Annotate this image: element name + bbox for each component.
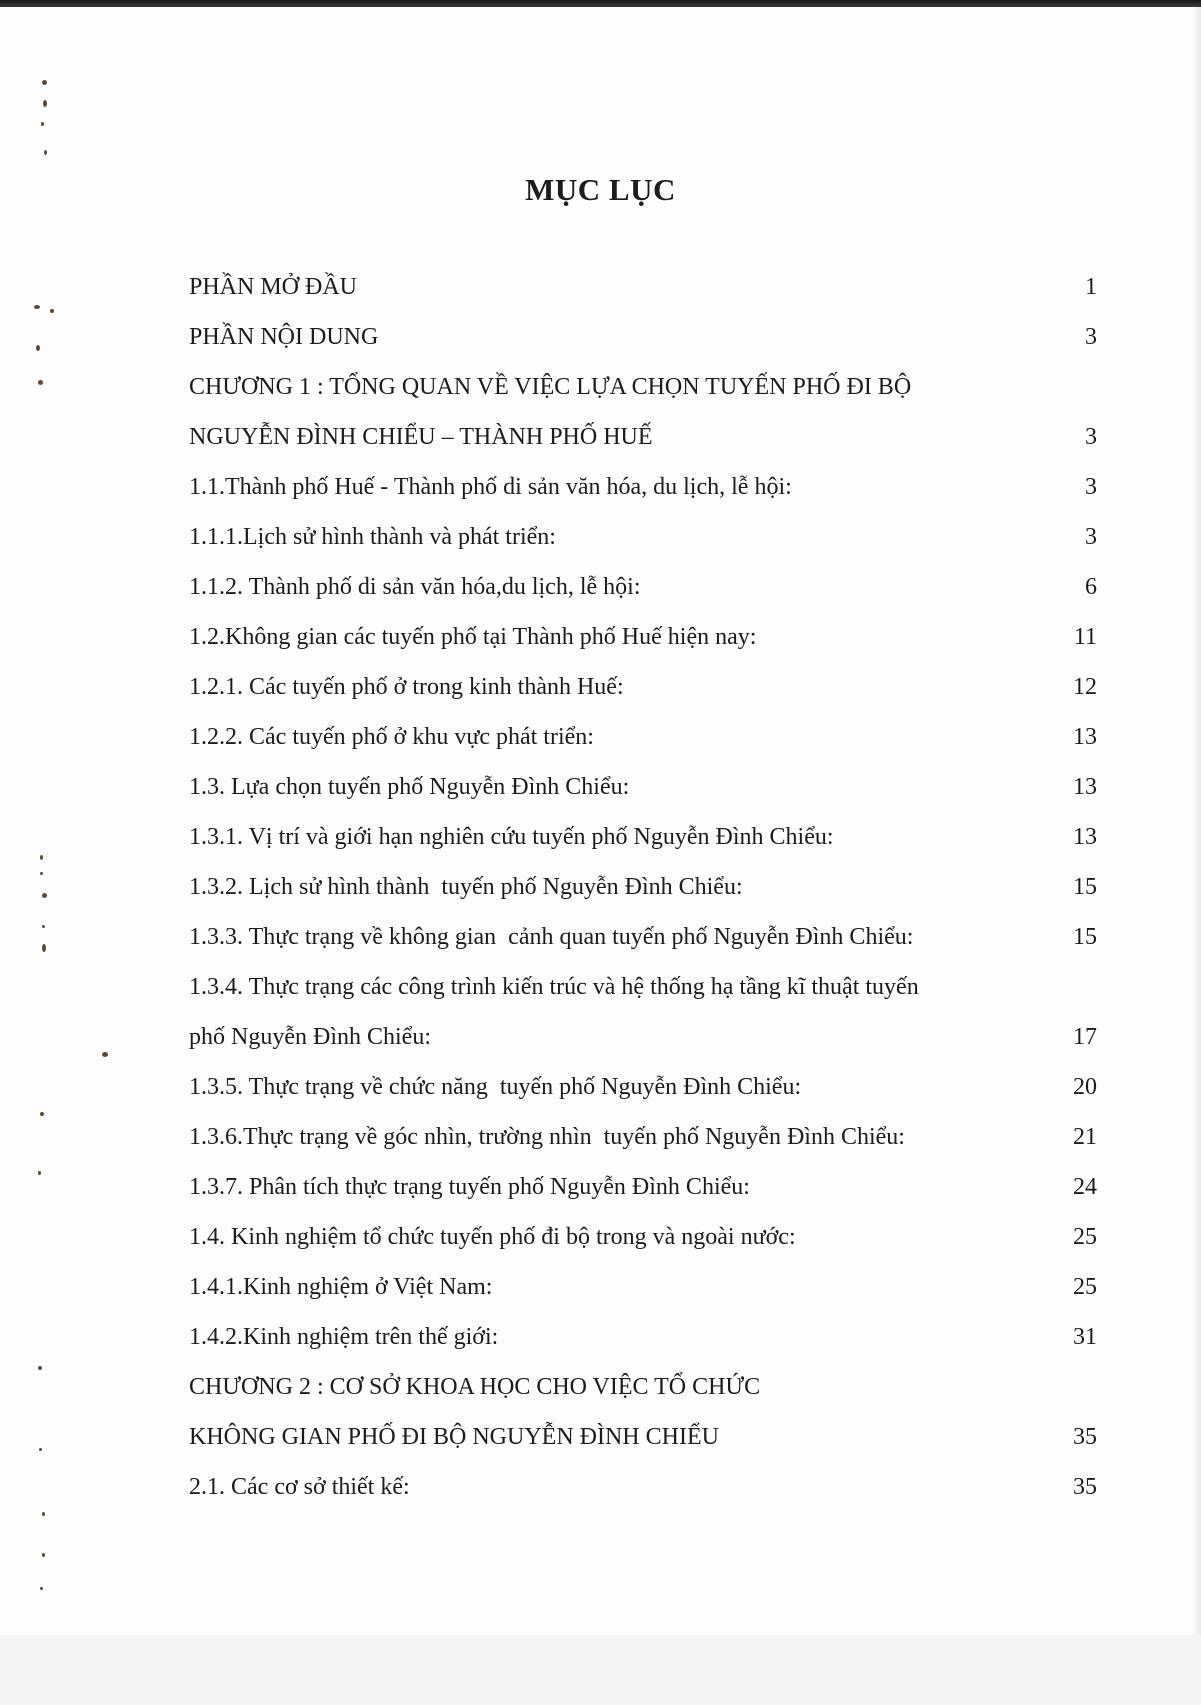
toc-title: MỤC LỤC bbox=[525, 172, 676, 207]
toc-entry bbox=[189, 374, 1097, 474]
toc-entry-text: 2.1. Các cơ sở thiết kế: bbox=[189, 1474, 410, 1500]
toc-entry-text: 1.3.3. Thực trạng về không gian cảnh quan tuyến phố Nguyễn Đình Chiểu: bbox=[189, 924, 914, 950]
toc-entry-text: 1.3. Lựa chọn tuyến phố Nguyễn Đình Chiểu: bbox=[189, 774, 630, 800]
toc-entry bbox=[189, 1124, 1097, 1174]
toc-entry-text: 1.4. Kinh nghiệm tổ chức tuyến phố đi bộ trong và ngoài nước: bbox=[189, 1224, 796, 1250]
toc-entry bbox=[189, 824, 1097, 874]
toc-entry-text: 1.3.7. Phân tích thực trạng tuyến phố Nguyễn Đình Chiểu: bbox=[189, 1174, 750, 1200]
scan-top-edge bbox=[0, 0, 1201, 7]
toc-entry bbox=[189, 724, 1097, 774]
toc-entry bbox=[189, 1324, 1097, 1374]
toc-entry bbox=[189, 624, 1097, 674]
toc-page-number: 3 bbox=[1085, 424, 1097, 450]
toc-entry-text: 1.1.2. Thành phố di sản văn hóa,du lịch, lễ hội: bbox=[189, 574, 641, 600]
toc-entry bbox=[189, 1274, 1097, 1324]
toc-page-number: 35 bbox=[1073, 1474, 1097, 1500]
toc-page-number: 6 bbox=[1085, 574, 1097, 600]
toc-entry bbox=[189, 774, 1097, 824]
toc-page-number: 11 bbox=[1073, 624, 1097, 650]
toc-entry bbox=[189, 1074, 1097, 1124]
toc-entry-text: 1.2.1. Các tuyến phố ở trong kinh thành Huế: bbox=[189, 674, 624, 700]
toc-entry bbox=[189, 874, 1097, 924]
toc-entry-text: 1.3.2. Lịch sử hình thành tuyến phố Nguyễn Đình Chiểu: bbox=[189, 874, 743, 900]
toc-entry-text: 1.3.4. Thực trạng các công trình kiến trúc và hệ thống hạ tầng kĩ thuật tuyến bbox=[189, 974, 919, 1000]
toc-page-number: 31 bbox=[1073, 1324, 1097, 1350]
toc-entry bbox=[189, 574, 1097, 624]
scan-bottom-edge bbox=[0, 1635, 1201, 1705]
toc-page-number: 20 bbox=[1073, 1074, 1097, 1100]
toc-entry-text: 1.3.6.Thực trạng về góc nhìn, trường nhìn tuyến phố Nguyễn Đình Chiểu: bbox=[189, 1124, 905, 1150]
toc-entry-text: 1.2.2. Các tuyến phố ở khu vực phát triển: bbox=[189, 724, 594, 750]
toc-page-number: 3 bbox=[1085, 474, 1097, 500]
toc-entry-text: phố Nguyễn Đình Chiểu: bbox=[189, 1024, 431, 1050]
toc-page-number: 15 bbox=[1073, 874, 1097, 900]
toc-entry bbox=[189, 1224, 1097, 1274]
toc-entry-text: PHẦN NỘI DUNG bbox=[189, 324, 379, 350]
toc-entry bbox=[189, 524, 1097, 574]
toc-entry-text: 1.2.Không gian các tuyến phố tại Thành phố Huế hiện nay: bbox=[189, 624, 757, 650]
toc-page-number: 12 bbox=[1073, 674, 1097, 700]
toc-entry-text: PHẦN MỞ ĐẦU bbox=[189, 274, 358, 300]
toc-entry-text: 1.1.1.Lịch sử hình thành và phát triển: bbox=[189, 524, 556, 550]
toc-entry bbox=[189, 1474, 1097, 1524]
toc-page-number: 3 bbox=[1085, 324, 1097, 350]
toc-entry bbox=[189, 324, 1097, 374]
toc-page-number: 1 bbox=[1085, 274, 1097, 300]
toc-entry-text: CHƯƠNG 2 : CƠ SỞ KHOA HỌC CHO VIỆC TỔ CHỨC bbox=[189, 1374, 761, 1400]
toc-entry bbox=[189, 1374, 1097, 1474]
toc-page-number: 17 bbox=[1073, 1024, 1097, 1050]
toc-page-number: 13 bbox=[1073, 774, 1097, 800]
scan-right-edge bbox=[1193, 0, 1201, 1705]
toc-page-number: 25 bbox=[1073, 1224, 1097, 1250]
toc-entry bbox=[189, 974, 1097, 1074]
toc-entry-text: 1.4.1.Kinh nghiệm ở Việt Nam: bbox=[189, 1274, 493, 1300]
toc-entry-text: 1.1.Thành phố Huế - Thành phố di sản văn hóa, du lịch, lễ hội: bbox=[189, 474, 792, 500]
toc-entry-text: KHÔNG GIAN PHỐ ĐI BỘ NGUYỄN ĐÌNH CHIỂU bbox=[189, 1424, 719, 1450]
toc-entry-text: CHƯƠNG 1 : TỔNG QUAN VỀ VIỆC LỰA CHỌN TUYẾN PHỐ ĐI BỘ bbox=[189, 374, 912, 400]
toc-entry-text: 1.4.2.Kinh nghiệm trên thế giới: bbox=[189, 1324, 499, 1350]
toc-page-number: 24 bbox=[1073, 1174, 1097, 1200]
toc-page-number: 13 bbox=[1073, 824, 1097, 850]
toc-entry bbox=[189, 674, 1097, 724]
toc-entry-text: 1.3.5. Thực trạng về chức năng tuyến phố Nguyễn Đình Chiểu: bbox=[189, 1074, 802, 1100]
toc-page-number: 3 bbox=[1085, 524, 1097, 550]
toc-entry-text: 1.3.1. Vị trí và giới hạn nghiên cứu tuyến phố Nguyễn Đình Chiểu: bbox=[189, 824, 834, 850]
toc-entry bbox=[189, 474, 1097, 524]
toc-page-number: 13 bbox=[1073, 724, 1097, 750]
toc-page-number: 21 bbox=[1073, 1124, 1097, 1150]
toc-page-number: 25 bbox=[1073, 1274, 1097, 1300]
toc-page-number: 35 bbox=[1073, 1424, 1097, 1450]
toc-entry bbox=[189, 924, 1097, 974]
toc-page-number: 15 bbox=[1073, 924, 1097, 950]
toc-entry-text: NGUYỄN ĐÌNH CHIỂU – THÀNH PHỐ HUẾ bbox=[189, 424, 653, 450]
toc-entry bbox=[189, 1174, 1097, 1224]
toc-entry bbox=[189, 274, 1097, 324]
